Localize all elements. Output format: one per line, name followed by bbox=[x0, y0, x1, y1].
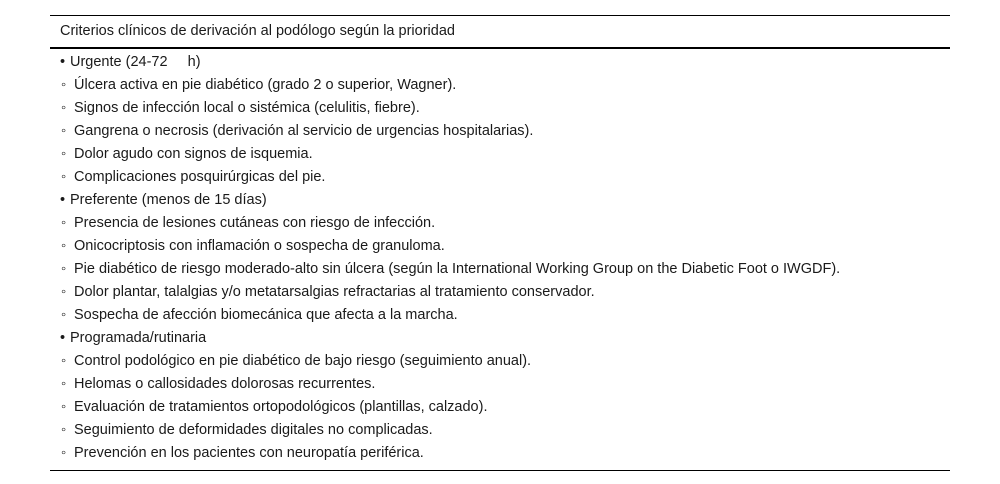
circle-bullet-icon: ◦ bbox=[61, 353, 67, 369]
priority-group-label: Urgente (24-72 h) bbox=[70, 54, 201, 70]
criterion-row bbox=[50, 419, 950, 442]
circle-bullet-icon: ◦ bbox=[61, 399, 67, 415]
criteria-table bbox=[50, 15, 950, 471]
priority-group-row bbox=[50, 327, 950, 350]
priority-group-label: Preferente (menos de 15 días) bbox=[70, 192, 267, 208]
criterion-text: Control podológico en pie diabético de bajo riesgo (seguimiento anual). bbox=[74, 353, 532, 369]
criterion-text: Dolor agudo con signos de isquemia. bbox=[74, 146, 313, 162]
criterion-row bbox=[50, 396, 950, 419]
criterion-text: Dolor plantar, talalgias y/o metatarsalgias refractarias al tratamiento conservador. bbox=[74, 284, 595, 300]
table-bottom-rule bbox=[50, 470, 950, 471]
priority-group-row bbox=[50, 189, 950, 212]
priority-group-label: Programada/rutinaria bbox=[70, 330, 207, 346]
circle-bullet-icon: ◦ bbox=[61, 284, 67, 300]
criterion-row bbox=[50, 235, 950, 258]
criterion-row bbox=[50, 304, 950, 327]
circle-bullet-icon: ◦ bbox=[61, 215, 67, 231]
circle-bullet-icon: ◦ bbox=[61, 123, 67, 139]
circle-bullet-icon: ◦ bbox=[61, 376, 67, 392]
priority-group-row bbox=[50, 51, 950, 74]
criterion-row bbox=[50, 442, 950, 465]
circle-bullet-icon: ◦ bbox=[61, 146, 67, 162]
circle-bullet-icon: ◦ bbox=[61, 261, 67, 277]
bullet-icon: • bbox=[60, 54, 66, 70]
criterion-text: Seguimiento de deformidades digitales no complicadas. bbox=[74, 422, 433, 438]
table-body bbox=[50, 49, 950, 465]
bullet-icon: • bbox=[60, 192, 66, 208]
criterion-row bbox=[50, 120, 950, 143]
bullet-icon: • bbox=[60, 330, 66, 346]
criterion-text: Prevención en los pacientes con neuropatía periférica. bbox=[74, 445, 424, 461]
criterion-row bbox=[50, 258, 950, 281]
criterion-text: Gangrena o necrosis (derivación al servicio de urgencias hospitalarias). bbox=[74, 123, 534, 139]
criterion-text: Presencia de lesiones cutáneas con riesgo de infección. bbox=[74, 215, 436, 231]
circle-bullet-icon: ◦ bbox=[61, 169, 67, 185]
circle-bullet-icon: ◦ bbox=[61, 238, 67, 254]
criterion-text: Complicaciones posquirúrgicas del pie. bbox=[74, 169, 326, 185]
criterion-row bbox=[50, 212, 950, 235]
circle-bullet-icon: ◦ bbox=[61, 422, 67, 438]
criterion-text: Evaluación de tratamientos ortopodológicos (plantillas, calzado). bbox=[74, 399, 488, 415]
criterion-row bbox=[50, 373, 950, 396]
criterion-row bbox=[50, 350, 950, 373]
criterion-text: Onicocriptosis con inflamación o sospecha de granuloma. bbox=[74, 238, 445, 254]
criterion-row bbox=[50, 166, 950, 189]
criterion-text: Signos de infección local o sistémica (celulitis, fiebre). bbox=[74, 100, 420, 116]
criterion-text: Úlcera activa en pie diabético (grado 2 o superior, Wagner). bbox=[74, 77, 457, 93]
criterion-text: Pie diabético de riesgo moderado-alto sin úlcera (según la International Working Group on the Diabetic Foot o IWGDF). bbox=[74, 261, 841, 277]
criterion-row bbox=[50, 281, 950, 304]
circle-bullet-icon: ◦ bbox=[61, 445, 67, 461]
table-header: Criterios clínicos de derivación al podólogo según la prioridad bbox=[50, 16, 950, 49]
criterion-row bbox=[50, 74, 950, 97]
circle-bullet-icon: ◦ bbox=[61, 77, 67, 93]
circle-bullet-icon: ◦ bbox=[61, 307, 67, 323]
criterion-text: Sospecha de afección biomecánica que afecta a la marcha. bbox=[74, 307, 458, 323]
circle-bullet-icon: ◦ bbox=[61, 100, 67, 116]
criterion-row bbox=[50, 143, 950, 166]
criterion-row bbox=[50, 97, 950, 120]
criterion-text: Helomas o callosidades dolorosas recurrentes. bbox=[74, 376, 376, 392]
